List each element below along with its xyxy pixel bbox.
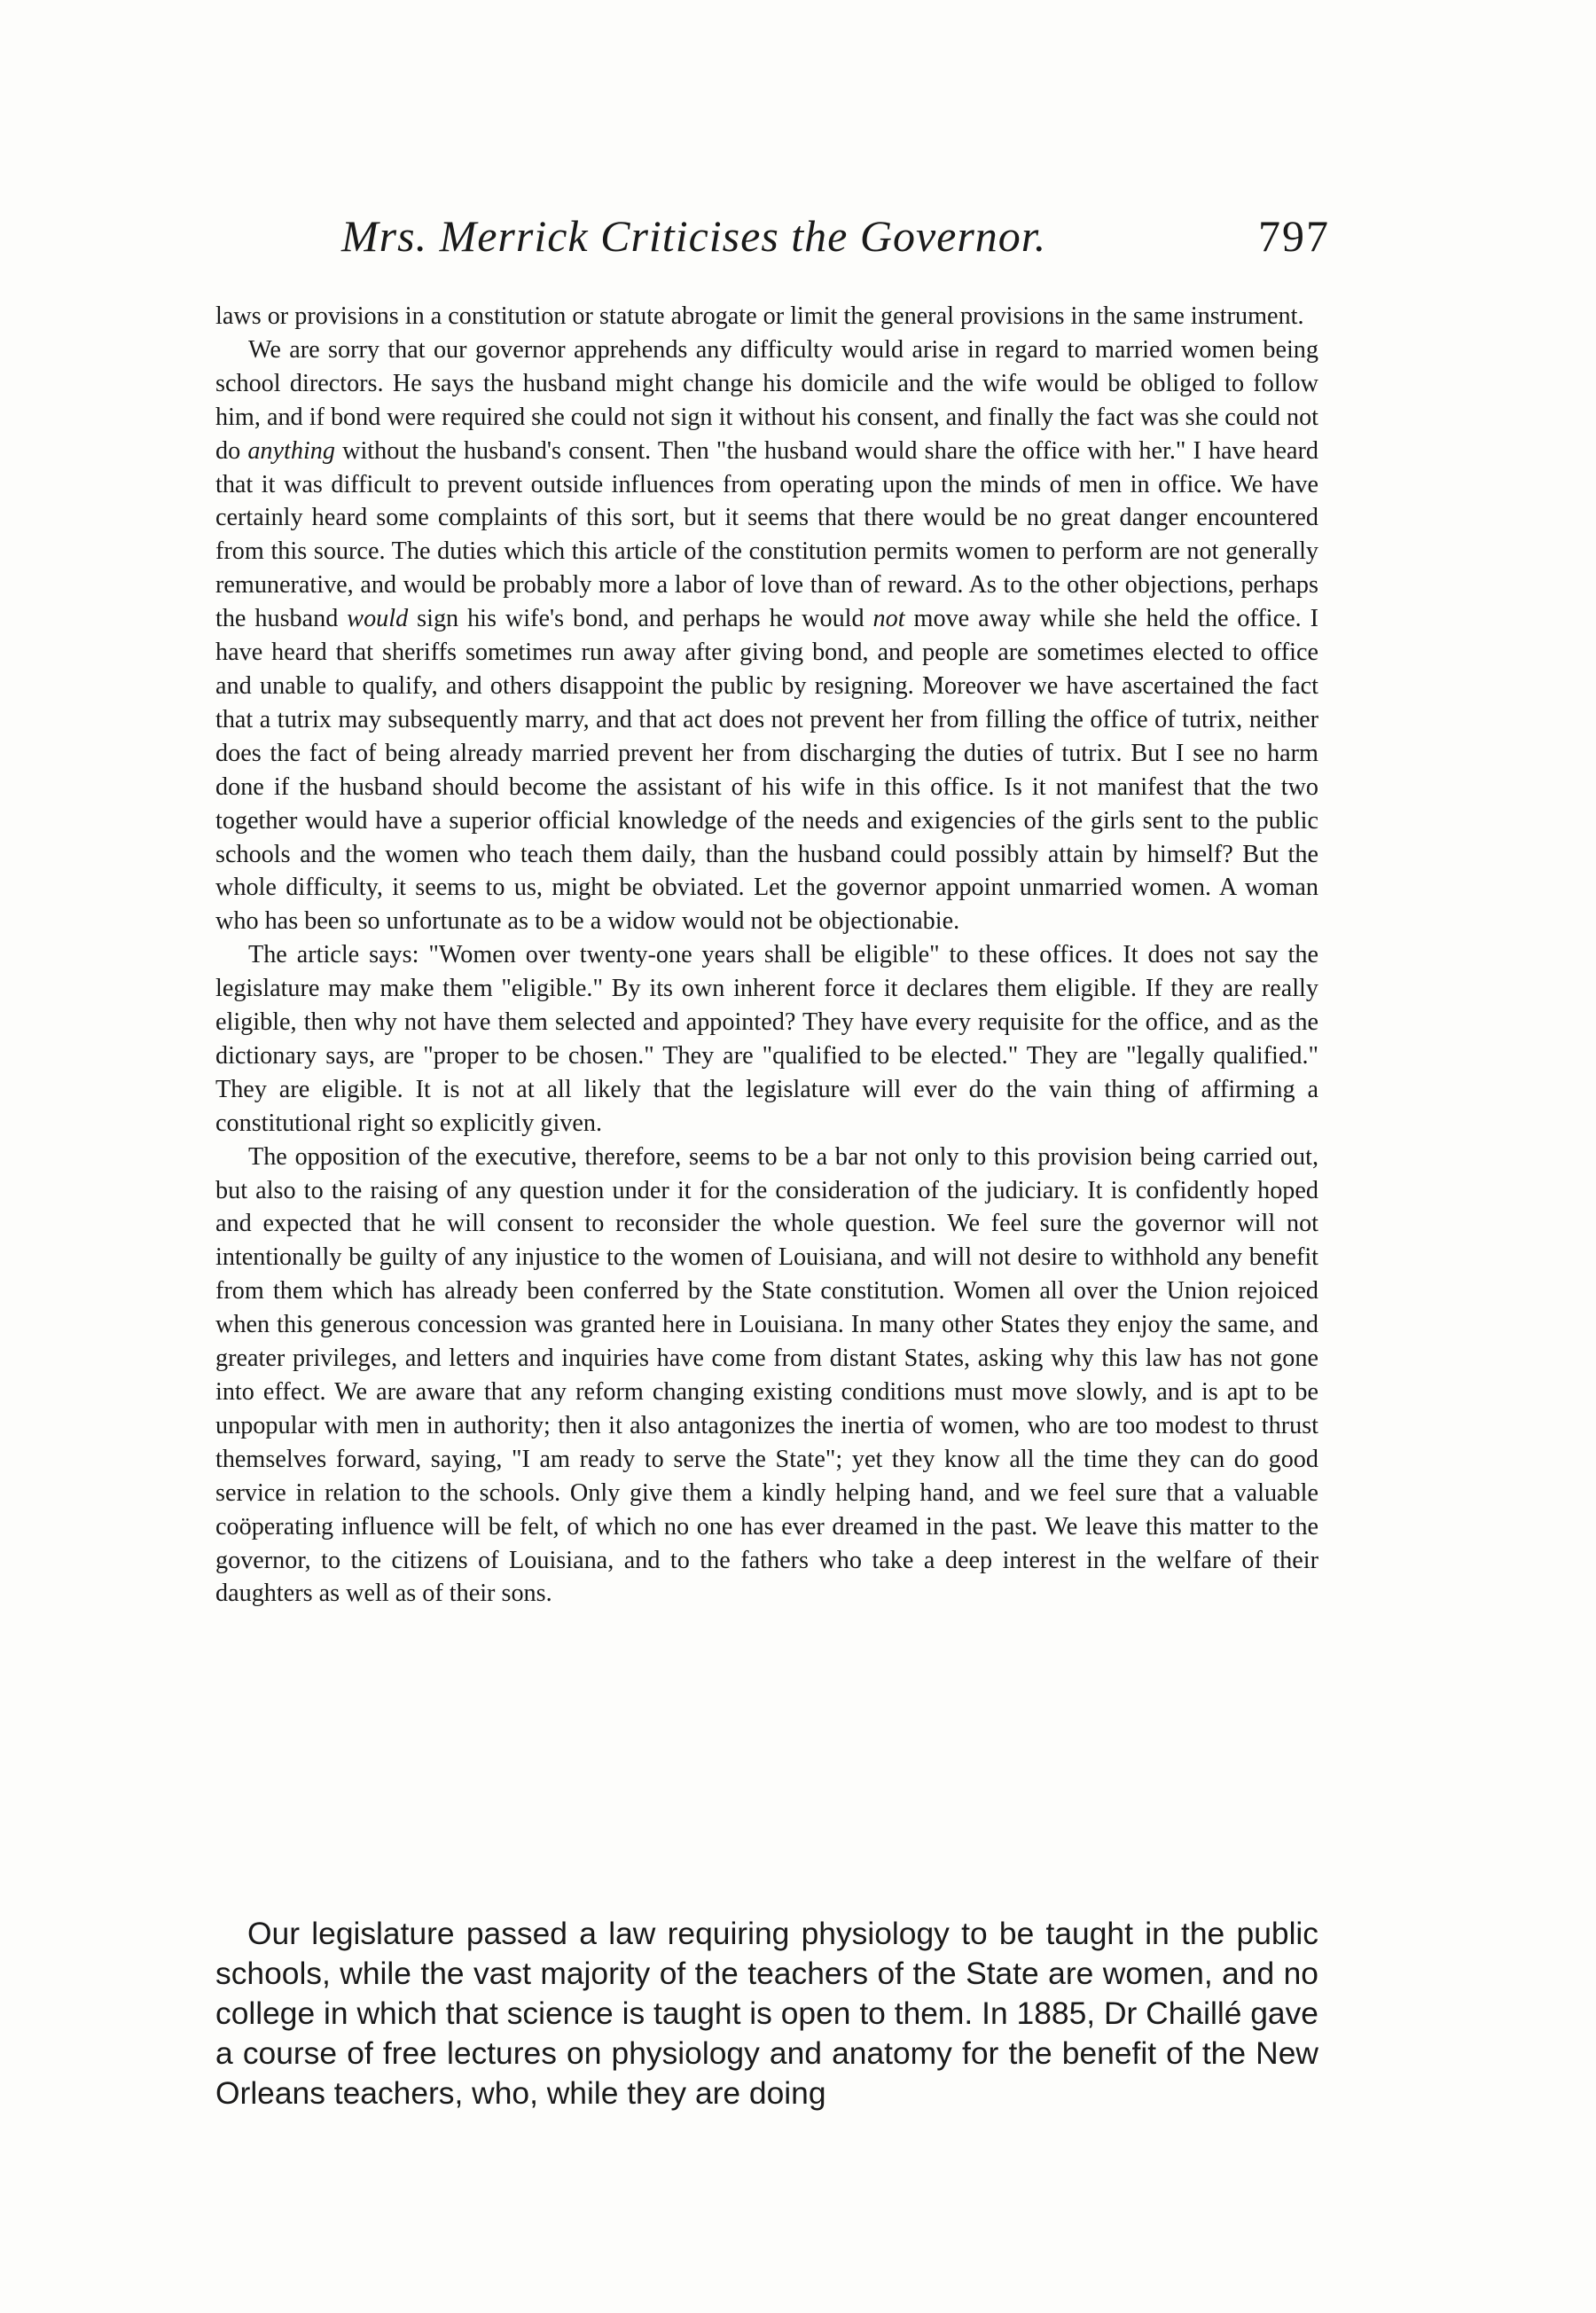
emphasis-not: not	[872, 605, 905, 633]
emphasis-would: would	[347, 605, 409, 633]
emphasis-anything: anything	[247, 436, 335, 465]
quoted-paragraph-2-text-c: sign his wife's bond, and perhaps he would	[408, 605, 873, 633]
quoted-letter-block	[215, 300, 1318, 1611]
quoted-paragraph-2	[215, 333, 1318, 938]
running-title: Mrs. Merrick Criticises the Governor.	[341, 211, 1047, 261]
page-number: 797	[1258, 211, 1330, 261]
main-text-block	[215, 1914, 1318, 2113]
quoted-paragraph-3: The article says: "Women over twenty-one years shall be eligible" to these offices. It does not say the legislature may make them "eligible." By its own inherent force it declares them eligible. If they are really eligible, then why not have them selected and appointed? They have every requisite for the office, and as the dictionary says, are "proper to be chosen." They are "qualified to be elected." They are "legally qualified." They are eligible. It is not at all likely that the legislature will ever do the vain thing of affirming a constitutional right so explicitly given.	[215, 941, 1318, 1137]
quoted-paragraph-2-text-d: move away while she held the office. I have heard that sheriffs sometimes run away after giving bond, and people are sometimes elected to office and unable to qualify, and others disappoint the public by resigning. Moreover we have ascertained the fact that a tutrix may subsequently marry, and that act does not prevent her from filling the office of tutrix, neither does the fact of being already married prevent her from discharging the duties of tutrix. But I see no harm done if the husband should become the assistant of his wife in this office. Is it not manifest that the two together would have a superior official knowledge of the needs and exigencies of the girls sent to the public schools and the women who teach them daily, than the husband could possibly attain by himself? But the whole difficulty, it seems to us, might be obviated. Let the governor appoint unmarried women. A woman who has been so unfortunate as to be a widow would not be objectionabie.	[215, 605, 1319, 936]
quoted-paragraph-4: The opposition of the executive, therefore, seems to be a bar not only to this provision being carried out, but also to the raising of any question under it for the consideration of the judiciary. It is confidently hoped and expected that he will consent to reconsider the whole question. We feel sure the governor will not intentionally be guilty of any injustice to the women of Louisiana, and will not desire to withhold any benefit from them which has already been conferred by the State constitution. Women all over the Union rejoiced when this generous concession was granted here in Louisiana. In many other States they enjoy the same, and greater privileges, and letters and inquiries have come from distant States, asking why this law has not gone into effect. We are aware that any reform changing existing conditions must move slowly, and is apt to be unpopular with men in authority; then it also antagonizes the inertia of women, who are too modest to thrust themselves forward, saying, "I am ready to serve the State"; yet they know all the time they can do good service in relation to the schools. Only give them a kindly helping hand, and we feel sure that a valuable coöperating influence will be felt, of which no one has ever dreamed in the past. We leave this matter to the governor, to the citizens of Louisiana, and to the fathers who take a deep interest in the welfare of their daughters as well as of their sons.	[215, 1142, 1318, 1608]
quoted-paragraph-1: laws or provisions in a constitution or statute abrogate or limit the general provisions in the same instrument.	[215, 302, 1304, 330]
quoted-paragraph-2-text-a: We are sorry that our governor apprehends any difficulty would arise in regard to married women being school directors. He says the husband might change his domicile and the wife would be obliged to follow him, and if bond were required she could not sign it without his consent, and finally the fact was she could not do	[215, 335, 1318, 465]
quoted-paragraph-2-text-b: without the husband's consent. Then "the husband would share the office with her." I have heard that it was difficult to prevent outside influences from operating upon the minds of men in office. We have certainly heard some complaints of this sort, but it seems that there would be no great danger encountered from this source. The duties which this article of the constitution permits women to perform are not generally remunerative, and would be probably more a labor of love than of reward. As to the other objections, perhaps the husband	[215, 436, 1318, 633]
running-head	[341, 209, 1330, 271]
main-paragraph-1: Our legislature passed a law requiring physiology to be taught in the public schools, while the vast majority of the teachers of the State are women, and no college in which that science is taught is open to them. In 1885, Dr Chaillé gave a course of free lectures on physiology and anatomy for the benefit of the New Orleans teachers, who, while they are doing	[215, 1916, 1318, 2111]
